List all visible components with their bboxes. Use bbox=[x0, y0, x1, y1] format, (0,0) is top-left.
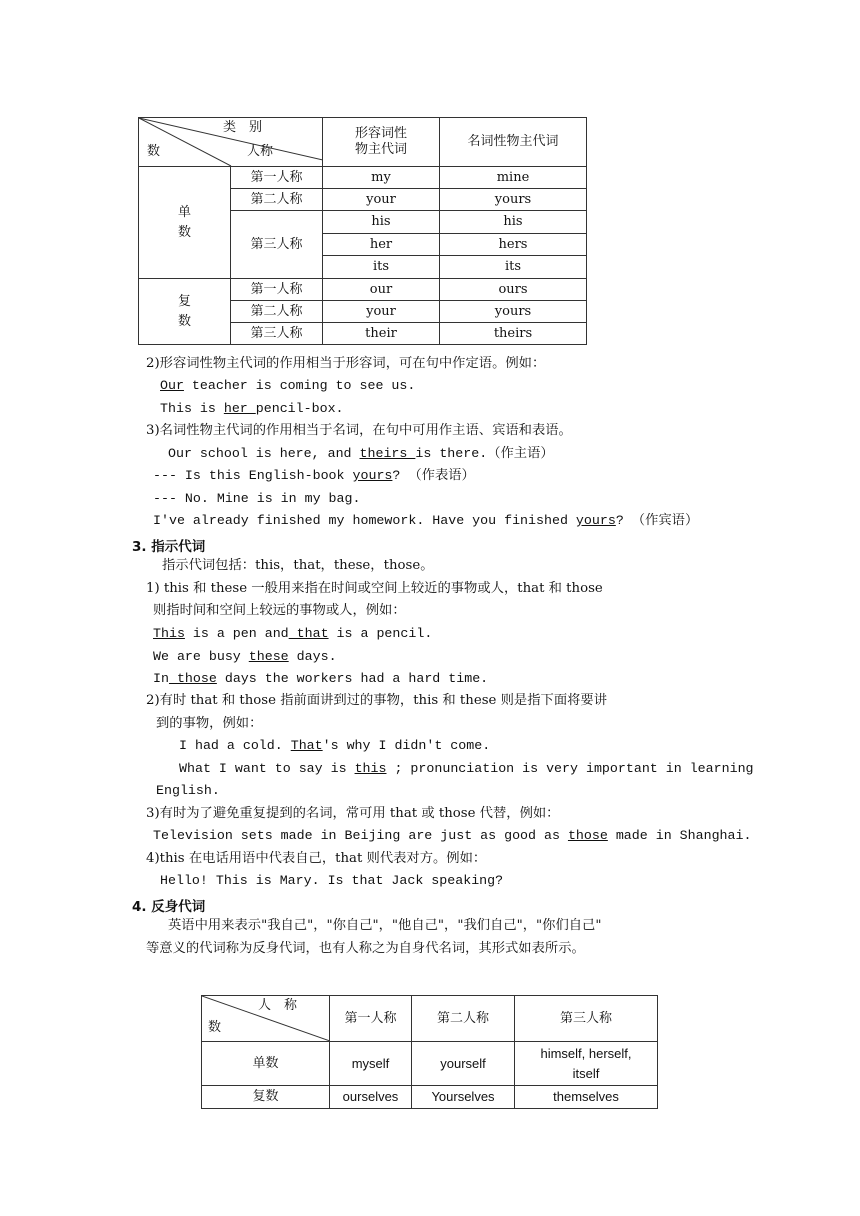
example-hello: Hello! This is Mary. Is that Jack speaking? bbox=[160, 873, 504, 888]
example-that-cold bbox=[179, 737, 490, 755]
row-label-plural: 复数 bbox=[202, 1086, 330, 1109]
example-text: --- Is this English-book bbox=[153, 468, 353, 483]
plural-char-2: 数 bbox=[177, 313, 191, 329]
noun-cell: hers bbox=[440, 234, 587, 256]
example-text: is a pencil. bbox=[328, 626, 433, 641]
noun-cell: his bbox=[440, 211, 587, 234]
adj-cell: its bbox=[323, 256, 440, 279]
adj-cell: your bbox=[323, 301, 440, 323]
example-text: 's why I didn't come. bbox=[322, 738, 491, 753]
demonstrative-rule-3: 3)有时为了避免重复提到的名词，常可用 that 或 those 代替，例如： bbox=[146, 806, 560, 821]
reflexive-cell: myself bbox=[330, 1042, 412, 1086]
adj-cell: your bbox=[323, 189, 440, 211]
singular-char-2: 数 bbox=[177, 224, 191, 240]
example-these bbox=[153, 648, 337, 666]
table2-corner-header bbox=[202, 996, 330, 1042]
example-text: days. bbox=[288, 649, 337, 664]
plural-char-1: 复 bbox=[177, 293, 191, 309]
example-yours-object bbox=[153, 512, 698, 530]
example-mine: --- No. Mine is in my bag. bbox=[153, 491, 361, 506]
example-yours-predicative bbox=[153, 467, 475, 485]
example-this-that bbox=[153, 625, 432, 643]
noun-cell: mine bbox=[440, 167, 587, 189]
singular-group-label bbox=[139, 167, 231, 279]
reflexive-cell: yourself bbox=[412, 1042, 515, 1086]
noun-cell: yours bbox=[440, 189, 587, 211]
underlined-word: That bbox=[290, 738, 323, 753]
example-this-want-line2: English. bbox=[156, 783, 220, 798]
section-heading-reflexive: 4. 反身代词 bbox=[132, 899, 206, 915]
demonstrative-rule-2-line2: 到的事物，例如： bbox=[156, 716, 263, 731]
section-heading-demonstrative: 3. 指示代词 bbox=[132, 539, 206, 555]
col-header-second-person: 第二人称 bbox=[412, 996, 515, 1042]
example-text: This is bbox=[160, 401, 224, 416]
example-those bbox=[153, 670, 488, 688]
underlined-word: these bbox=[248, 649, 289, 664]
person-cell: 第一人称 bbox=[231, 279, 323, 301]
col-header-third-person: 第三人称 bbox=[515, 996, 658, 1042]
example-her bbox=[160, 400, 344, 418]
corner-category-label: 类 别 bbox=[223, 120, 263, 135]
example-text: teacher is coming to see us. bbox=[183, 378, 416, 393]
example-theirs bbox=[168, 445, 554, 463]
example-text: ; pronunciation is very important in learning bbox=[386, 761, 754, 776]
possessive-pronoun-table bbox=[138, 117, 587, 345]
underlined-word: yours bbox=[352, 468, 393, 483]
corner-number-label: 数 bbox=[208, 1020, 222, 1035]
underlined-word: theirs bbox=[359, 446, 416, 461]
adj-cell: his bbox=[323, 211, 440, 234]
underlined-word: Our bbox=[160, 378, 184, 393]
singular-char-1: 单 bbox=[177, 204, 191, 220]
demonstrative-rule-1-line2: 则指时间和空间上较远的事物或人，例如： bbox=[153, 603, 406, 618]
underlined-word: those bbox=[168, 671, 217, 686]
reflexive-pronoun-table bbox=[201, 995, 658, 1109]
example-text: is a pen and bbox=[184, 626, 289, 641]
reflexive-intro-line2: 等意义的代词称为反身代词，也有人称之为自身代名词，其形式如表所示。 bbox=[146, 941, 585, 956]
example-text: We are busy bbox=[153, 649, 249, 664]
example-text: is there.（作主语） bbox=[415, 446, 554, 461]
example-this-want bbox=[179, 760, 754, 778]
adj-cell: her bbox=[323, 234, 440, 256]
col-header-adjective-line1: 形容词性 bbox=[354, 126, 407, 141]
demonstrative-rule-4: 4)this 在电话用语中代表自己，that 则代表对方。例如： bbox=[146, 851, 487, 866]
example-text: In bbox=[153, 671, 169, 686]
reflexive-intro-line1: 英语中用来表示"我自己"，"你自己"，"他自己"，"我们自己"，"你们自己" bbox=[168, 918, 602, 933]
col-header-adjective-line2: 物主代词 bbox=[354, 142, 407, 157]
demonstrative-rule-2-line1: 2)有时 that 和 those 指前面讲到过的事物，this 和 these 则是指下面将要讲 bbox=[146, 693, 608, 708]
adj-cell: their bbox=[323, 323, 440, 345]
table1-corner-header bbox=[139, 118, 323, 167]
person-cell: 第三人称 bbox=[231, 211, 323, 279]
example-those-tv bbox=[153, 827, 751, 845]
corner-person-label: 人称 bbox=[247, 144, 274, 159]
underlined-word: This bbox=[153, 626, 185, 641]
adj-cell: our bbox=[323, 279, 440, 301]
example-our bbox=[160, 377, 415, 395]
adj-cell: my bbox=[323, 167, 440, 189]
col-header-first-person: 第一人称 bbox=[330, 996, 412, 1042]
noun-cell: ours bbox=[440, 279, 587, 301]
demonstrative-rule-1-line1: 1) this 和 these 一般用来指在时间或空间上较近的事物或人，that 和 those bbox=[146, 581, 603, 596]
example-text: What I want to say is bbox=[179, 761, 355, 776]
person-cell: 第二人称 bbox=[231, 189, 323, 211]
underlined-word: that bbox=[288, 626, 329, 641]
example-text: ? （作表语） bbox=[392, 468, 475, 483]
reflexive-cell: himself, herself, itself bbox=[515, 1042, 658, 1086]
underlined-word: those bbox=[567, 828, 608, 843]
example-text: made in Shanghai. bbox=[607, 828, 752, 843]
noun-cell: its bbox=[440, 256, 587, 279]
underlined-word: this bbox=[354, 761, 387, 776]
col-header-adjective bbox=[323, 118, 440, 167]
paragraph-adj-possessive: 2)形容词性物主代词的作用相当于形容词，可在句中作定语。例如： bbox=[146, 356, 546, 371]
noun-cell: yours bbox=[440, 301, 587, 323]
person-cell: 第一人称 bbox=[231, 167, 323, 189]
corner-number-label: 数 bbox=[147, 144, 161, 159]
example-text: ? （作宾语） bbox=[615, 513, 699, 528]
example-text: I had a cold. bbox=[179, 738, 291, 753]
example-text: Television sets made in Beijing are just as good as bbox=[153, 828, 568, 843]
reflexive-cell: themselves bbox=[515, 1086, 658, 1109]
example-text: days the workers had a hard time. bbox=[216, 671, 489, 686]
underlined-word: her bbox=[223, 401, 256, 416]
corner-person-label: 人 称 bbox=[258, 998, 298, 1013]
col-header-noun: 名词性物主代词 bbox=[440, 118, 587, 167]
noun-cell: theirs bbox=[440, 323, 587, 345]
example-text: I've already finished my homework. Have you finished bbox=[153, 513, 576, 528]
example-text: pencil-box. bbox=[255, 401, 344, 416]
reflexive-cell: Yourselves bbox=[412, 1086, 515, 1109]
person-cell: 第三人称 bbox=[231, 323, 323, 345]
demonstrative-intro: 指示代词包括：this，that，these，those。 bbox=[162, 558, 434, 573]
person-cell: 第二人称 bbox=[231, 301, 323, 323]
plural-group-label bbox=[139, 279, 231, 345]
reflexive-cell: ourselves bbox=[330, 1086, 412, 1109]
row-label-singular: 单数 bbox=[202, 1042, 330, 1086]
paragraph-noun-possessive: 3)名词性物主代词的作用相当于名词，在句中可用作主语、宾语和表语。 bbox=[146, 423, 572, 438]
underlined-word: yours bbox=[575, 513, 616, 528]
example-text: Our school is here, and bbox=[168, 446, 360, 461]
